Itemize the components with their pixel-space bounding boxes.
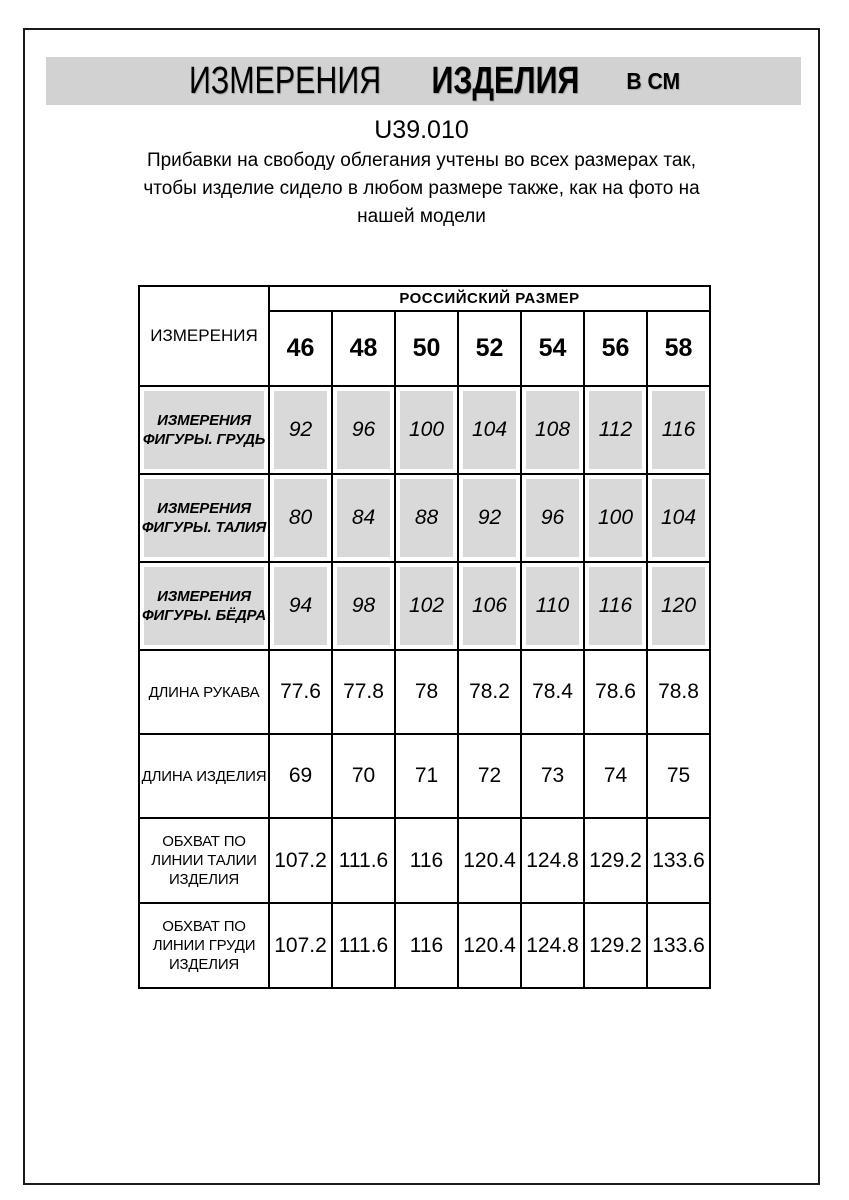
measurement-cell: 120.4 [458,903,521,988]
size-col-header: 56 [584,311,647,386]
measurement-cell: 74 [584,734,647,818]
measurement-cell: 92 [269,386,332,474]
product-code: U39.010 [374,116,469,144]
row-label: ОБХВАТ ПО ЛИНИИ ТАЛИИ ИЗДЕЛИЯ [139,818,269,903]
measurement-cell: 124.8 [521,818,584,903]
measurement-cell: 78.4 [521,650,584,734]
table-row [139,286,710,311]
measurement-cell: 108 [521,386,584,474]
table-row [139,818,710,903]
measurement-cell: 77.6 [269,650,332,734]
table-row [139,650,710,734]
table-row [139,474,710,562]
measurement-cell: 107.2 [269,818,332,903]
page-frame [23,28,820,1185]
measurement-cell: 94 [269,562,332,650]
size-col-header: 48 [332,311,395,386]
measurement-cell: 78.8 [647,650,710,734]
size-col-header: 52 [458,311,521,386]
measurement-cell: 111.6 [332,818,395,903]
measurement-cell: 107.2 [269,903,332,988]
size-col-header: 58 [647,311,710,386]
size-group-header: РОССИЙСКИЙ РАЗМЕР [269,286,710,311]
measurement-cell: 78 [395,650,458,734]
fit-note [25,147,818,231]
measurement-cell: 104 [458,386,521,474]
measurement-cell: 100 [395,386,458,474]
measurement-cell: 102 [395,562,458,650]
measurement-cell: 73 [521,734,584,818]
measurement-cell: 75 [647,734,710,818]
measurement-cell: 69 [269,734,332,818]
measurement-cell: 96 [521,474,584,562]
measurement-cell: 133.6 [647,818,710,903]
size-col-header: 54 [521,311,584,386]
measurement-cell: 116 [395,903,458,988]
measurement-cell: 98 [332,562,395,650]
measurement-cell: 120 [647,562,710,650]
corner-header: ИЗМЕРЕНИЯ [139,286,269,386]
row-label: ДЛИНА ИЗДЕЛИЯ [139,734,269,818]
title-word-measurements: ИЗМЕРЕНИЯ [188,59,381,102]
title-bar [46,57,801,105]
table-row [139,386,710,474]
size-col-header: 46 [269,311,332,386]
table-row [139,734,710,818]
row-label: ИЗМЕРЕНИЯ ФИГУРЫ. БЁДРА [139,562,269,650]
measurement-cell: 110 [521,562,584,650]
measurement-cell: 80 [269,474,332,562]
row-label: ИЗМЕРЕНИЯ ФИГУРЫ. ТАЛИЯ [139,474,269,562]
size-col-header: 50 [395,311,458,386]
measurement-cell: 120.4 [458,818,521,903]
measurement-cell: 112 [584,386,647,474]
measurement-cell: 88 [395,474,458,562]
row-label: ИЗМЕРЕНИЯ ФИГУРЫ. ГРУДЬ [139,386,269,474]
table-row [139,903,710,988]
measurement-cell: 100 [584,474,647,562]
fit-note-line: чтобы изделие сидело в любом размере также, как на фото на [143,178,700,199]
measurement-cell: 133.6 [647,903,710,988]
size-table [138,285,711,989]
measurement-cell: 111.6 [332,903,395,988]
measurement-cell: 84 [332,474,395,562]
row-label: ОБХВАТ ПО ЛИНИИ ГРУДИ ИЗДЕЛИЯ [139,903,269,988]
measurement-cell: 116 [647,386,710,474]
fit-note-line: нашей модели [357,206,486,227]
measurement-cell: 70 [332,734,395,818]
measurement-cell: 71 [395,734,458,818]
title-word-product: ИЗДЕЛИЯ [431,59,580,102]
measurement-cell: 96 [332,386,395,474]
measurement-cell: 77.8 [332,650,395,734]
measurement-cell: 124.8 [521,903,584,988]
measurement-cell: 72 [458,734,521,818]
measurement-cell: 104 [647,474,710,562]
measurement-cell: 78.2 [458,650,521,734]
title-unit: В СМ [626,67,680,94]
measurement-cell: 116 [395,818,458,903]
measurement-cell: 116 [584,562,647,650]
measurement-cell: 129.2 [584,818,647,903]
fit-note-line: Прибавки на свободу облегания учтены во всех размерах так, [146,150,697,171]
measurement-cell: 92 [458,474,521,562]
row-label: ДЛИНА РУКАВА [139,650,269,734]
measurement-cell: 106 [458,562,521,650]
measurement-cell: 78.6 [584,650,647,734]
measurement-cell: 129.2 [584,903,647,988]
table-row [139,562,710,650]
